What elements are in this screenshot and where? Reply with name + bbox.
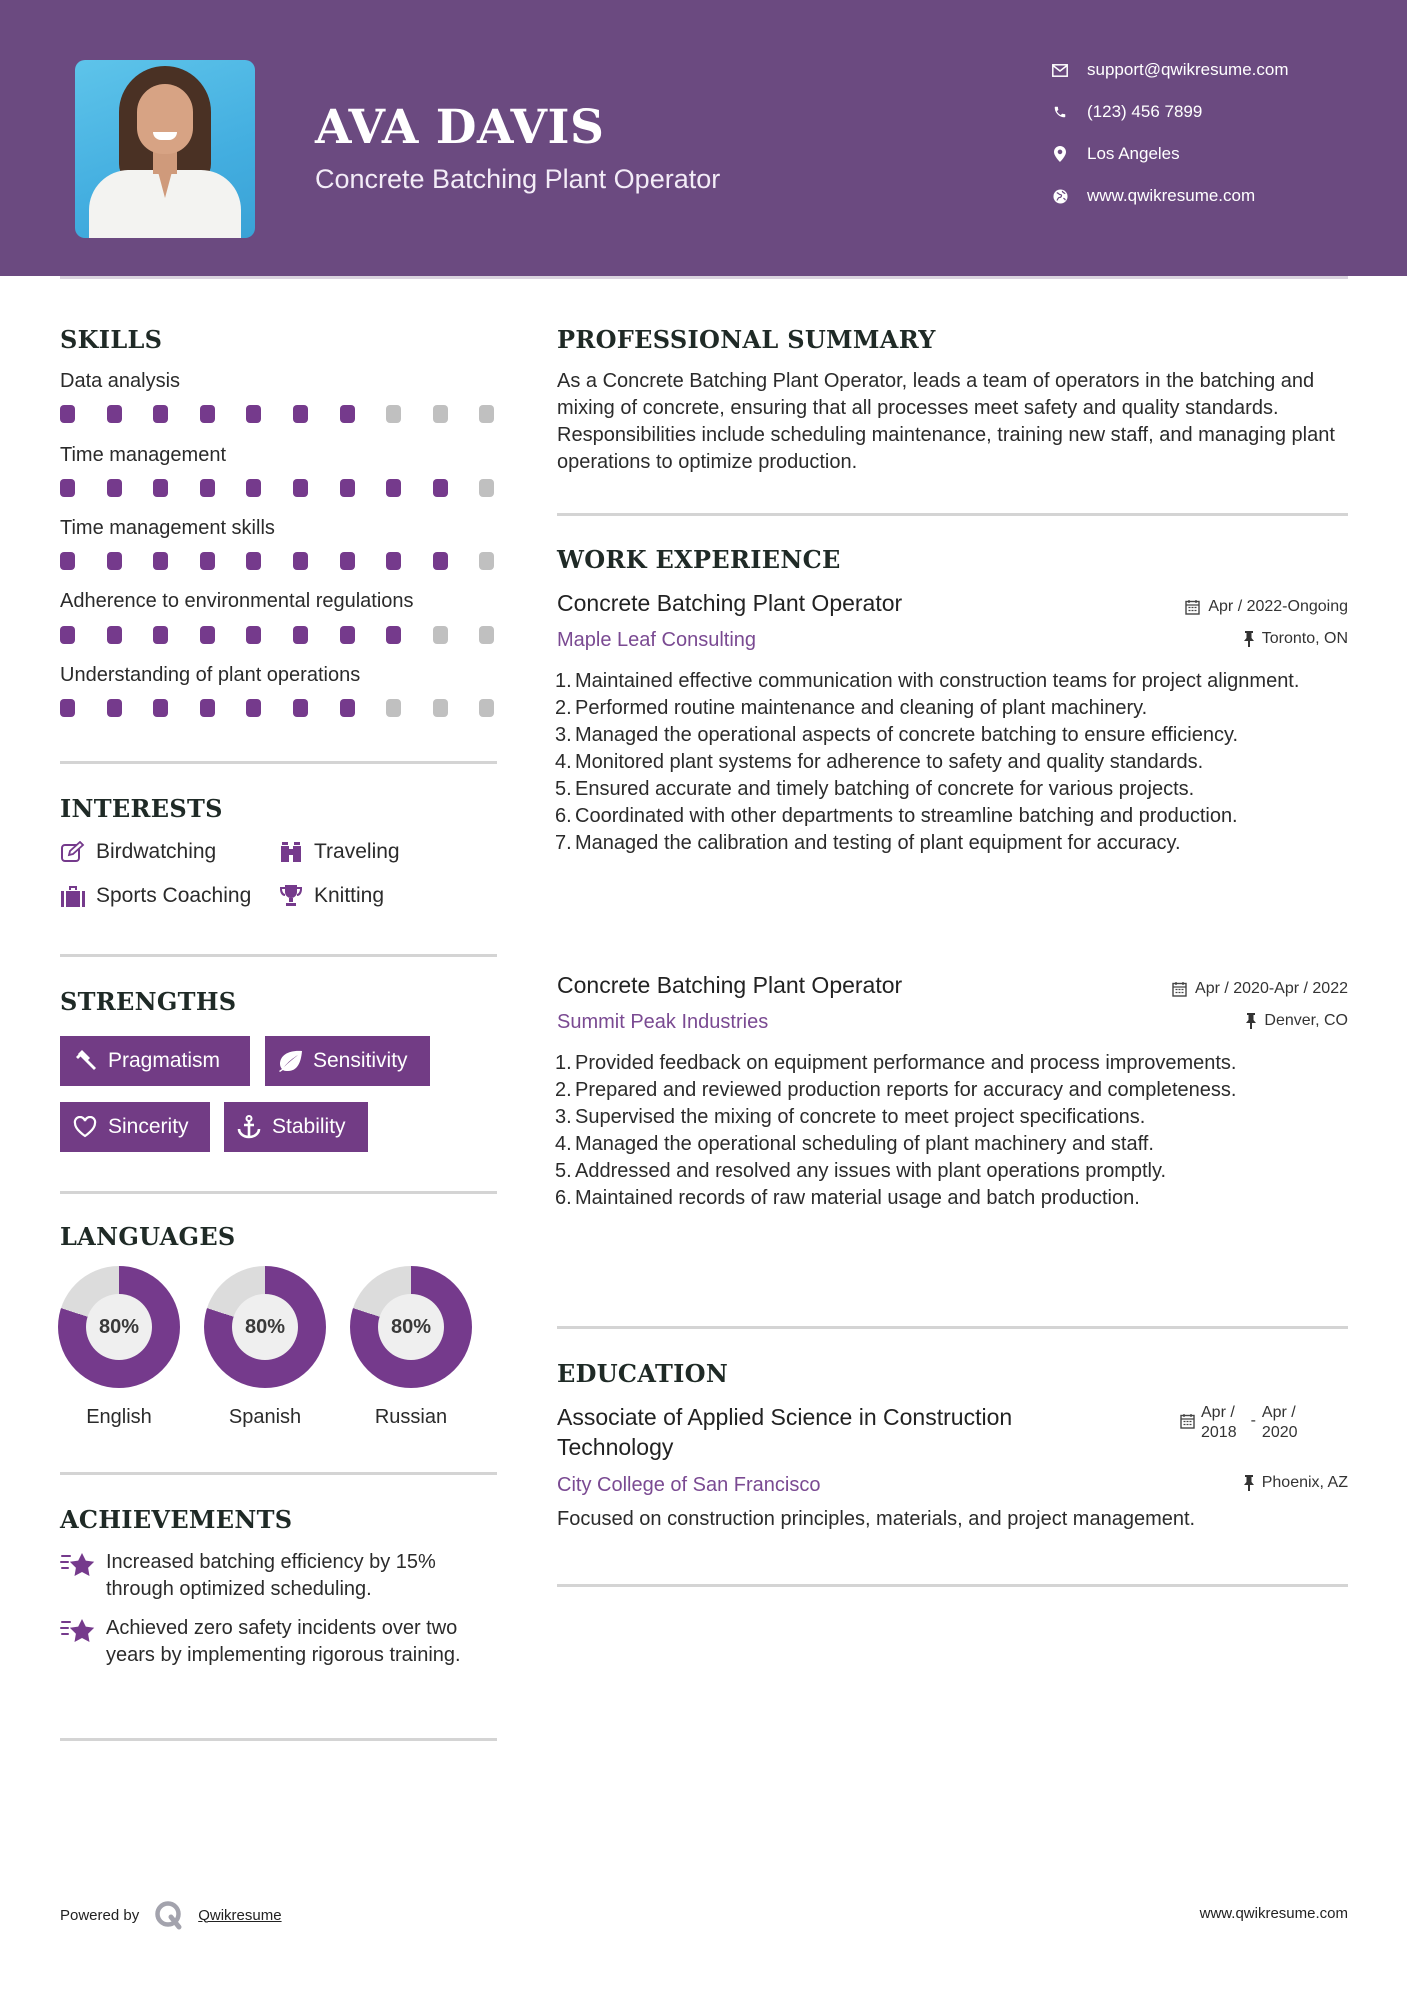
language-item (203, 1266, 327, 1429)
language-percent: 80% (232, 1294, 298, 1360)
interests-heading: INTERESTS (60, 794, 223, 823)
star-icon (60, 1617, 96, 1647)
language-name: Spanish (228, 1406, 302, 1428)
bullet-item: 1. Maintained effective communication with construction teams for project alignment. (555, 670, 1300, 692)
contact-text: www.qwikresume.com (1087, 186, 1256, 205)
company-name: Maple Leaf Consulting (557, 629, 757, 651)
skills-heading: SKILLS (60, 325, 163, 354)
rating-dot-filled (107, 552, 122, 570)
leaf-icon (277, 1048, 303, 1074)
interest-label: Knitting (314, 884, 385, 907)
rating-dot-filled (200, 626, 215, 644)
gavel-icon (72, 1048, 98, 1074)
bullet-item: 1. Provided feedback on equipment performance and process improvements. (555, 1052, 1237, 1074)
rating-dot-filled (293, 699, 308, 717)
strengths-heading: STRENGTHS (60, 987, 237, 1016)
bullet-item: 3. Supervised the mixing of concrete to meet project specifications. (555, 1106, 1146, 1128)
section-divider (60, 954, 497, 957)
rating-dot-filled (246, 405, 261, 423)
header-divider (60, 276, 1348, 279)
calendar-icon (1172, 981, 1187, 997)
rating-dot-filled (60, 552, 75, 570)
job-location-text: Denver, CO (1264, 1012, 1348, 1029)
bullet-item: 4. Managed the operational scheduling of plant machinery and staff. (555, 1133, 1154, 1155)
rating-dot-filled (433, 552, 448, 570)
strength-tag (60, 1102, 210, 1152)
envelope-icon (1050, 60, 1070, 80)
language-percent: 80% (86, 1294, 152, 1360)
job-dates-text: Apr / 2022-Ongoing (1208, 598, 1348, 615)
pushpin-icon (1244, 631, 1254, 647)
section-divider (557, 1584, 1348, 1587)
language-progress-ring (204, 1266, 326, 1388)
skill-label: Understanding of plant operations (60, 664, 361, 686)
education-start: Apr / 2018 (1201, 1404, 1237, 1441)
experience-heading: WORK EXPERIENCE (557, 545, 841, 574)
candidate-name: AVA DAVIS (315, 100, 605, 155)
qwikresume-logo-icon (154, 1900, 184, 1930)
education-dates (1180, 1403, 1298, 1443)
interest-label: Traveling (314, 840, 400, 863)
job-dates (1172, 980, 1348, 998)
rating-dot-filled (60, 479, 75, 497)
bullet-item: 5. Ensured accurate and timely batching of concrete for various projects. (555, 778, 1195, 800)
job-bullets (557, 1050, 1352, 1212)
section-divider (60, 1191, 497, 1194)
rating-dot-filled (246, 699, 261, 717)
strength-label: Sensitivity (313, 1049, 408, 1072)
calendar-icon (1185, 599, 1200, 615)
school-name: City College of San Francisco (557, 1474, 821, 1496)
achievement-item (60, 1615, 500, 1669)
rating-dot-filled (340, 552, 355, 570)
strength-tag (60, 1036, 250, 1086)
phone-icon (1050, 102, 1070, 122)
skill-label: Time management skills (60, 517, 275, 539)
anchor-icon (236, 1114, 262, 1140)
rating-dot-filled (107, 405, 122, 423)
pushpin-icon (1244, 1475, 1254, 1491)
education-location (1244, 1474, 1348, 1492)
star-icon (60, 1551, 96, 1581)
strength-label: Stability (272, 1115, 346, 1138)
interest-label: Birdwatching (96, 840, 217, 863)
achievement-text: Increased batching efficiency by 15% through optimized scheduling. (106, 1551, 436, 1600)
rating-dot-filled (433, 479, 448, 497)
rating-dot-filled (246, 626, 261, 644)
trophy-icon (278, 883, 304, 909)
contact-location (1050, 141, 1180, 167)
education-end: Apr / 2020 (1261, 1404, 1298, 1441)
rating-dot-empty (479, 405, 494, 423)
bullet-item: 6. Coordinated with other departments to streamline batching and production. (555, 805, 1238, 827)
footer-website[interactable]: www.qwikresume.com (1199, 1905, 1348, 1922)
bullet-item: 5. Addressed and resolved any issues with plant operations promptly. (555, 1160, 1167, 1182)
job-dates (1185, 598, 1348, 616)
binoculars-icon (278, 839, 304, 865)
rating-dot-filled (153, 479, 168, 497)
interest-item (60, 881, 251, 911)
language-item (349, 1266, 473, 1429)
contact-phone[interactable] (1050, 99, 1202, 125)
rating-dot-empty (433, 626, 448, 644)
rating-dot-empty (479, 699, 494, 717)
rating-dot-empty (386, 699, 401, 717)
strength-tag (224, 1102, 368, 1152)
degree-title: Associate of Applied Science in Construction Technology (557, 1404, 1013, 1460)
language-name: English (86, 1406, 152, 1428)
contact-website[interactable] (1050, 183, 1255, 209)
rating-dot-empty (433, 405, 448, 423)
heart-icon (72, 1114, 98, 1140)
section-divider (60, 1472, 497, 1475)
interest-item (60, 837, 216, 867)
contact-text: (123) 456 7899 (1087, 102, 1203, 121)
footer-powered-by (60, 1900, 282, 1930)
rating-dot-filled (293, 626, 308, 644)
contact-email[interactable] (1050, 57, 1289, 83)
qwikresume-link[interactable]: Qwikresume (198, 1906, 282, 1924)
bullet-item: 3. Managed the operational aspects of concrete batching to ensure efficiency. (555, 724, 1239, 746)
rating-dot-filled (293, 552, 308, 570)
interest-item (278, 837, 400, 867)
language-progress-ring (58, 1266, 180, 1388)
language-item (57, 1266, 181, 1429)
job-location (1246, 1012, 1348, 1030)
profile-photo (75, 60, 255, 238)
education-heading: EDUCATION (557, 1359, 729, 1388)
bullet-item: 4. Monitored plant systems for adherence to safety and quality standards. (555, 751, 1204, 773)
rating-dot-filled (153, 699, 168, 717)
rating-dot-filled (200, 405, 215, 423)
rating-dot-filled (340, 699, 355, 717)
rating-dot-filled (246, 479, 261, 497)
job-title: Concrete Batching Plant Operator (557, 590, 903, 616)
rating-dot-filled (60, 405, 75, 423)
strength-label: Sincerity (108, 1115, 189, 1138)
pushpin-icon (1246, 1013, 1256, 1029)
rating-dot-empty (386, 405, 401, 423)
strength-label: Pragmatism (108, 1049, 221, 1072)
interest-item (278, 881, 384, 911)
job-title: Concrete Batching Plant Operator (557, 972, 903, 998)
rating-dot-filled (386, 626, 401, 644)
skill-label: Time management (60, 444, 226, 466)
education-location-text: Phoenix, AZ (1261, 1474, 1348, 1491)
rating-dot-filled (200, 479, 215, 497)
rating-dot-filled (200, 552, 215, 570)
rating-dot-filled (340, 626, 355, 644)
globe-icon (1050, 186, 1070, 206)
job-bullets (557, 668, 1352, 857)
rating-dot-filled (107, 699, 122, 717)
rating-dot-filled (386, 479, 401, 497)
rating-dot-filled (386, 552, 401, 570)
rating-dot-filled (293, 479, 308, 497)
rating-dot-filled (293, 405, 308, 423)
contact-text: support@qwikresume.com (1087, 60, 1289, 79)
education-date-separator: - (1250, 1412, 1256, 1429)
language-name: Russian (374, 1406, 448, 1428)
bullet-item: 6. Maintained records of raw material usage and batch production. (555, 1187, 1140, 1209)
summary-heading: PROFESSIONAL SUMMARY (557, 325, 936, 354)
resume-header (0, 0, 1407, 276)
job-location (1244, 630, 1348, 648)
rating-dot-empty (479, 626, 494, 644)
contact-text: Los Angeles (1087, 144, 1180, 163)
rating-dot-filled (340, 479, 355, 497)
section-divider (557, 1326, 1348, 1329)
rating-dot-filled (340, 405, 355, 423)
rating-dot-filled (153, 626, 168, 644)
company-name: Summit Peak Industries (557, 1011, 769, 1033)
rating-dot-filled (153, 552, 168, 570)
achievement-text: Achieved zero safety incidents over two years by implementing rigorous training. (106, 1617, 461, 1666)
achievement-item (60, 1549, 500, 1603)
languages-heading: LANGUAGES (60, 1222, 236, 1251)
rating-dot-empty (433, 699, 448, 717)
job-location-text: Toronto, ON (1261, 630, 1348, 647)
map-marker-icon (1050, 144, 1070, 164)
rating-dot-filled (153, 405, 168, 423)
rating-dot-filled (246, 552, 261, 570)
powered-by-label: Powered by (60, 1906, 140, 1924)
strength-tag (265, 1036, 430, 1086)
briefcase-icon (60, 883, 86, 909)
rating-dot-filled (60, 699, 75, 717)
section-divider (60, 761, 497, 764)
rating-dot-filled (107, 626, 122, 644)
bullet-item: 2. Prepared and reviewed production reports for accuracy and completeness. (555, 1079, 1237, 1101)
summary-text: As a Concrete Batching Plant Operator, leads a team of operators in the batching and mixing of concrete, ensuring that all processes meet safety and quality standards. Responsibilities include scheduling maintenance, training new staff, and managing plant operations to optimize production. (557, 370, 1335, 473)
achievements-heading: ACHIEVEMENTS (60, 1505, 293, 1534)
language-percent: 80% (378, 1294, 444, 1360)
rating-dot-filled (60, 626, 75, 644)
skill-label: Data analysis (60, 370, 181, 392)
section-divider (557, 513, 1348, 516)
interest-label: Sports Coaching (96, 884, 252, 907)
calendar-icon (1180, 1413, 1195, 1435)
bullet-item: 7. Managed the calibration and testing of plant equipment for accuracy. (555, 832, 1181, 854)
rating-dot-empty (479, 552, 494, 570)
edit-icon (60, 839, 86, 865)
education-description: Focused on construction principles, materials, and project management. (557, 1508, 1196, 1530)
rating-dot-empty (479, 479, 494, 497)
candidate-title: Concrete Batching Plant Operator (315, 164, 721, 194)
section-divider (60, 1738, 497, 1741)
rating-dot-filled (200, 699, 215, 717)
job-dates-text: Apr / 2020-Apr / 2022 (1195, 980, 1348, 997)
rating-dot-filled (107, 479, 122, 497)
skill-label: Adherence to environmental regulations (60, 590, 414, 612)
language-progress-ring (350, 1266, 472, 1388)
bullet-item: 2. Performed routine maintenance and cleaning of plant machinery. (555, 697, 1148, 719)
